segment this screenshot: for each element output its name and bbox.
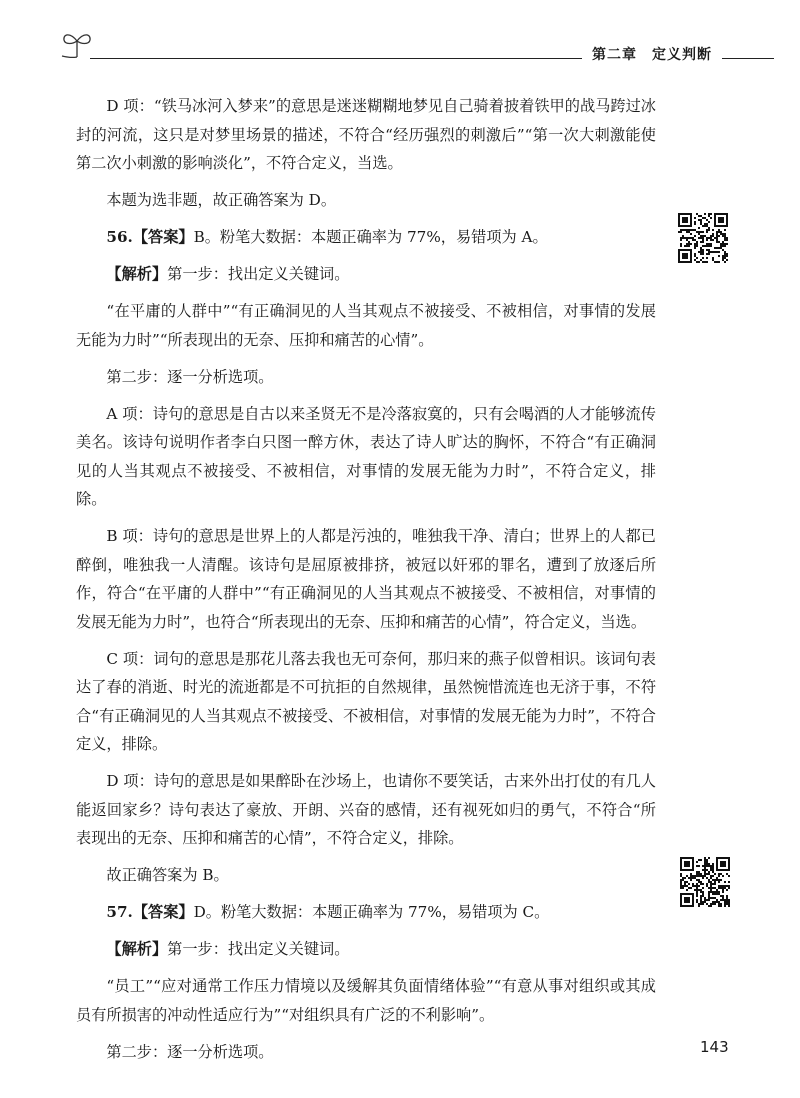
- page-header: [0, 0, 800, 70]
- paragraph: 本题为选非题，故正确答案为 D。: [106, 191, 337, 209]
- analysis-56: 【解析】第一步：找出定义关键词。: [106, 265, 350, 283]
- answer-57: 57.【答案】D。粉笔大数据：本题正确率为 77%，易错项为 C。: [106, 903, 550, 921]
- paragraph: 第二步：逐一分析选项。: [106, 367, 274, 386]
- paragraph: “员工”“应对通常工作压力情境以及缓解其负面情绪体验”“有意从事对组织或其成员有所损害的冲动性适应行为”“对组织具有广泛的不利影响”。: [76, 977, 656, 1024]
- analysis-57: 【解析】第一步：找出定义关键词。: [106, 940, 350, 958]
- answer-tag: 56.【答案】: [106, 228, 194, 246]
- paragraph: D 项：“铁马冰河入梦来”的意思是迷迷糊糊地梦见自己骑着披着铁甲的战马跨过冰封的河流，这只是对梦里场景的描述，不符合“经历强烈的刺激后”“第一次大刺激能使第二次小刺激的影响淡化”，不符合定义，当选。: [76, 97, 656, 172]
- paragraph: “在平庸的人群中”“有正确洞见的人当其观点不被接受、不被相信，对事情的发展无能为力时”“所表现出的无奈、压抑和痛苦的心情”。: [76, 302, 656, 349]
- option-c: C 项：词句的意思是那花儿落去我也无可奈何，那归来的燕子似曾相识。该词句表达了春的消逝、时光的流逝都是不可抗拒的自然规律，虽然惋惜流连也无济于事，不符合“有正确洞见的人当其观点不被接受、不被相信，对事情的发展无能为力时”，不符合定义，排除。: [76, 649, 656, 753]
- sprout-icon: [60, 28, 94, 58]
- page-number: 143: [700, 1038, 729, 1056]
- header-rule-left: [90, 58, 582, 59]
- qr-code-icon[interactable]: [678, 213, 728, 263]
- analysis-tag: 【解析】: [106, 265, 168, 283]
- chapter-title: 第二章 定义判断: [592, 47, 712, 63]
- analysis-tag: 【解析】: [106, 940, 168, 958]
- option-a: A 项：诗句的意思是自古以来圣贤无不是冷落寂寞的，只有会喝酒的人才能够流传美名。该诗句说明作者李白只图一醉方休，表达了诗人旷达的胸怀，不符合“有正确洞见的人当其观点不被接受、不被相信，对事情的发展无能为力时”，不符合定义，排除。: [76, 404, 656, 508]
- page-body: [76, 92, 656, 1075]
- header-rule-right: [722, 58, 774, 59]
- paragraph: 故正确答案为 B。: [106, 866, 229, 884]
- qr-code-icon[interactable]: [680, 857, 730, 907]
- answer-tag: 57.【答案】: [106, 903, 194, 921]
- paragraph: 第二步：逐一分析选项。: [106, 1042, 274, 1061]
- answer-56: 56.【答案】B。粉笔大数据：本题正确率为 77%，易错项为 A。: [106, 228, 548, 246]
- option-d: D 项：诗句的意思是如果醉卧在沙场上，也请你不要笑话，古来外出打仗的有几人能返回家乡？诗句表达了豪放、开朗、兴奋的感情，还有视死如归的勇气，不符合“所表现出的无奈、压抑和痛苦的心情”，不符合定义，排除。: [76, 772, 656, 847]
- option-b: B 项：诗句的意思是世界上的人都是污浊的，唯独我干净、清白；世界上的人都已醉倒，唯独我一人清醒。该诗句是屈原被排挤，被冠以奸邪的罪名，遭到了放逐后所作，符合“在平庸的人群中”“有正确洞见的人当其观点不被接受、不被相信，对事情的发展无能为力时”，也符合“所表现出的无奈、压抑和痛苦的心情”，符合定义，当选。: [76, 527, 656, 631]
